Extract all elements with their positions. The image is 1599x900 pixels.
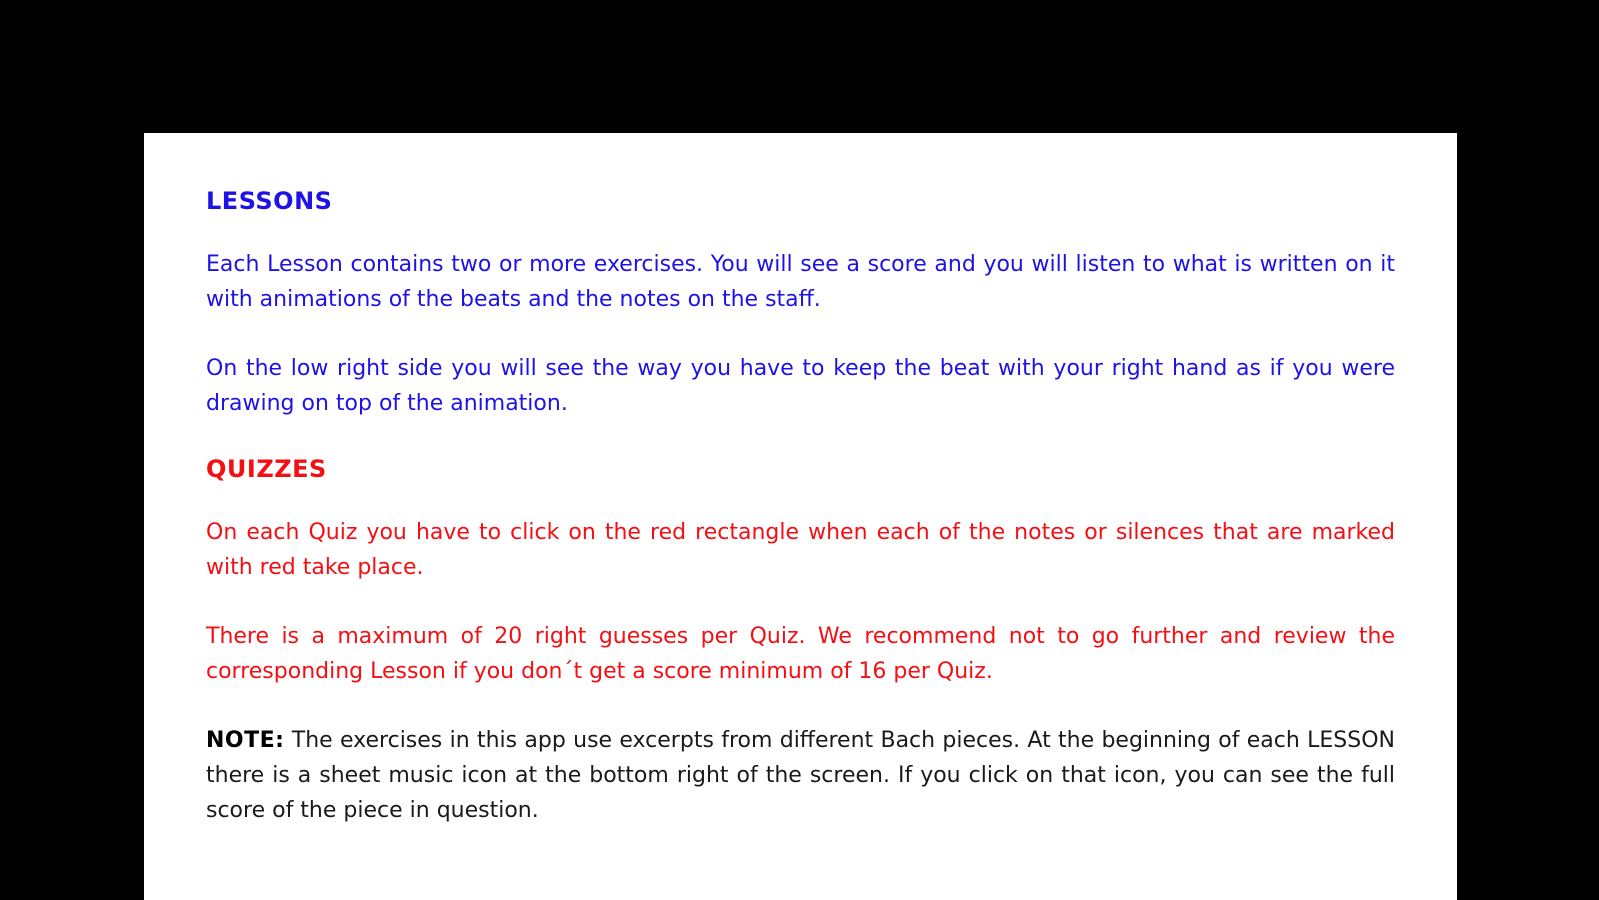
lessons-paragraph-2: On the low right side you will see the way you have to keep the beat with your right hand as if you were drawing on top of the animation. [206,356,1395,416]
instructions-panel [144,133,1457,900]
note-text: The exercises in this app use excerpts from different Bach pieces. At the beginning of each LESSON there is a sheet music icon at the bottom right of the screen. If you click on that icon, you can see the full score of the piece in question. [206,728,1395,823]
note-label: NOTE: [206,728,285,753]
quizzes-paragraph-2: There is a maximum of 20 right guesses per Quiz. We recommend not to go further and review the corresponding Lesson if you don´t get a score minimum of 16 per Quiz. [206,624,1395,684]
lessons-paragraph-1: Each Lesson contains two or more exercises. You will see a score and you will listen to what is written on it with animations of the beats and the notes on the staff. [206,252,1395,312]
note-paragraph [206,723,1395,828]
lessons-heading: LESSONS [206,187,333,215]
quizzes-heading: QUIZZES [206,455,327,483]
quizzes-paragraph-1: On each Quiz you have to click on the red rectangle when each of the notes or silences that are marked with red take place. [206,520,1395,580]
